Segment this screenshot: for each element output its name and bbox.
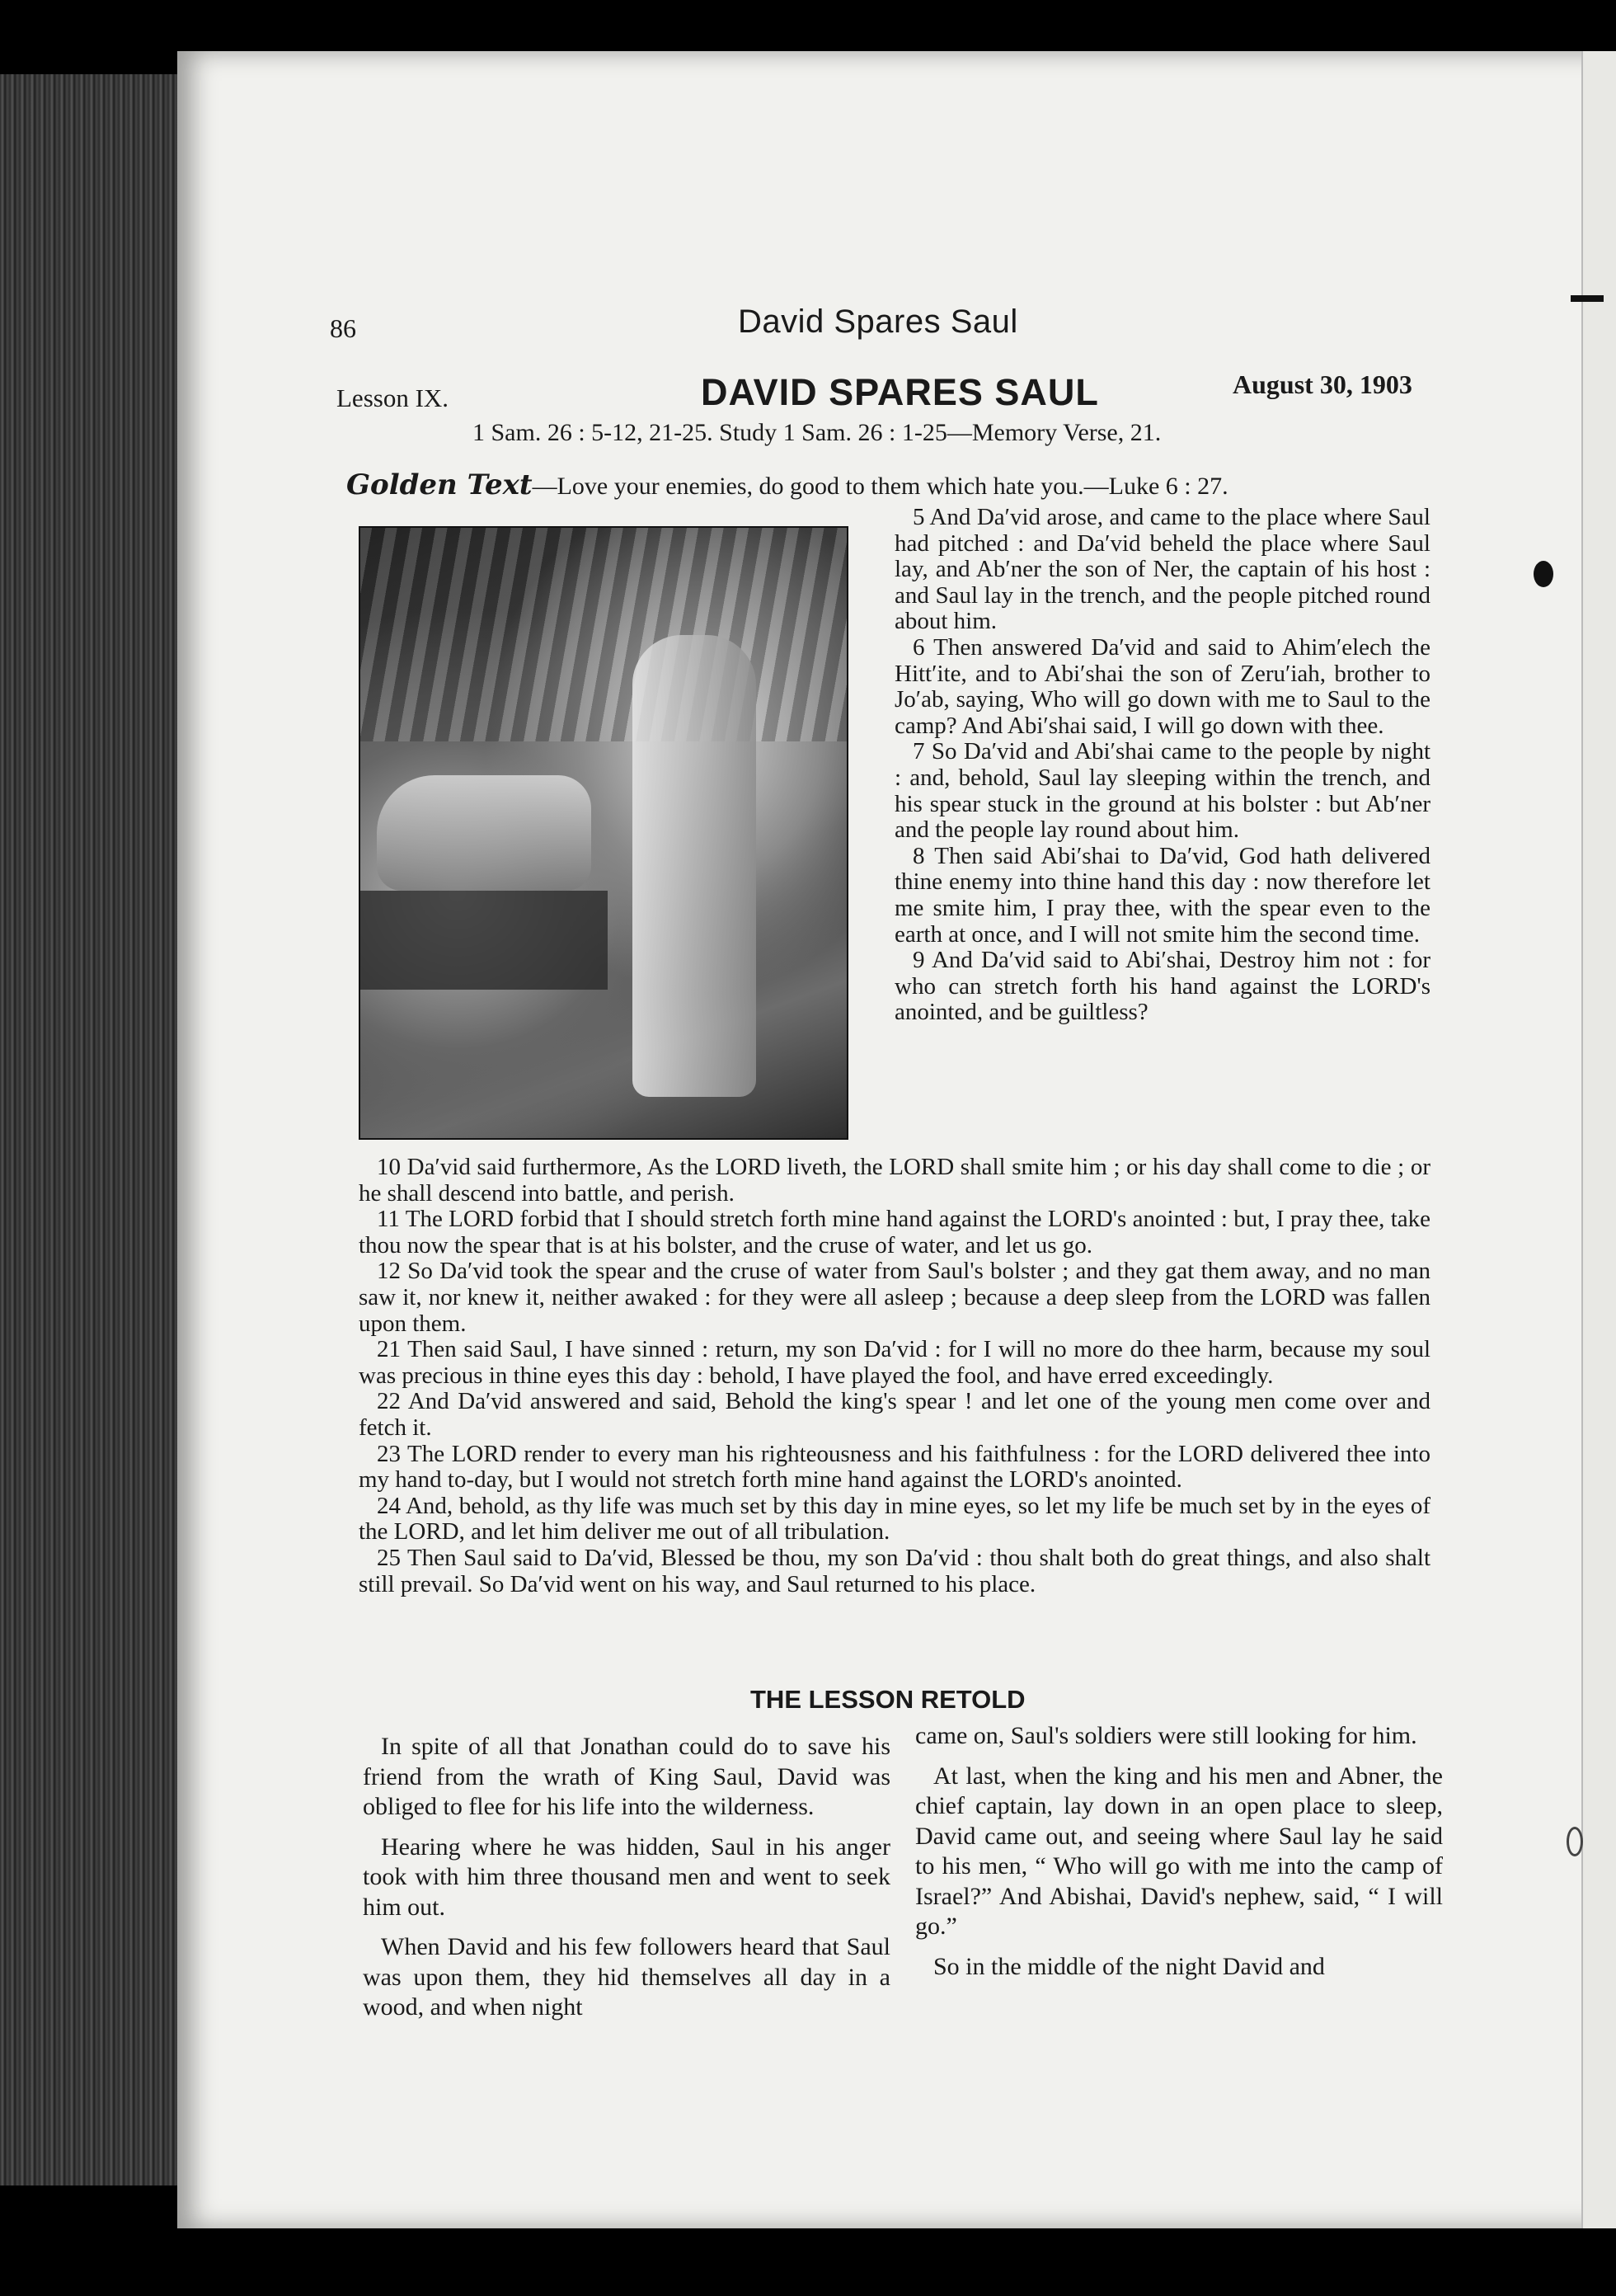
paragraph: So in the middle of the night David and	[933, 1952, 1325, 1980]
verse: 7 So Da′vid and Abi′shai came to the people by night : and, behold, Saul lay sleeping within the trench, and his spear stuck in the ground at his bolster : but Ab′ner and the people lay round about him.	[895, 738, 1430, 844]
verse: 5 And Da′vid arose, and came to the place where Saul had pitched : and Da′vid beheld the place where Saul lay, and Ab′ner the son of Ner, the captain of his host : and Saul lay in the trench, and the people pitched round about him.	[895, 504, 1430, 635]
book-page-edges	[0, 74, 190, 2185]
lesson-date: August 30, 1903	[1233, 369, 1412, 399]
illustration-bed	[360, 891, 608, 990]
running-title: David Spares Saul	[738, 303, 1018, 340]
verses-full-width	[359, 1155, 1430, 1597]
verse: 23 The LORD render to every man his righteousness and his faithfulness : for the LORD delivered thee into my hand to-day, but I would not stretch forth mine hand against the LORD's anointed.	[359, 1440, 1430, 1494]
verse: 6 Then answered Da′vid and said to Ahim′elech the Hitt′ite, and to Abi′shai the son of Zeru′iah, brother to Jo′ab, saying, Who will go down with me to Saul to the camp? And Abi′shai said, I will go down with thee.	[895, 633, 1430, 739]
retold-left-column	[363, 1732, 890, 2033]
verse: 24 And, behold, as thy life was much set by this day in mine eyes, so let my life be much set by in the eyes of the LORD, and let him deliver me out of all tribulation.	[359, 1492, 1430, 1546]
margin-blot	[1534, 561, 1553, 587]
illustration-standing-figure	[632, 635, 756, 1097]
paragraph: In spite of all that Jonathan could do to save his friend from the wrath of King Saul, David was obliged to flee for his life into the wilderness.	[363, 1733, 890, 1820]
illustration-drapery	[360, 528, 847, 741]
illustration-sleeping-figure	[377, 775, 591, 891]
verse: 11 The LORD forbid that I should stretch forth mine hand against the LORD's anointed : but, I pray thee, take thou now the spear that is at his bolster, and the cruse of water, and let us go.	[359, 1206, 1430, 1259]
verse: 25 Then Saul said to Da′vid, Blessed be thou, my son Da′vid : thou shalt both do great things, and also shalt still prevail. So Da′vid went on his way, and Saul returned to his place.	[359, 1544, 1430, 1597]
paragraph: At last, when the king and his men and Abner, the chief captain, lay down in an open place to sleep, David came out, and seeing where Saul lay he said to his men, “ Who will go with me into the camp of Israel?” And Abishai, David's nephew, said, “ I will go.”	[915, 1762, 1443, 1940]
verse: 9 And Da′vid said to Abi′shai, Destroy him not : for who can stretch forth his hand against the LORD's anointed, and be guiltless?	[895, 947, 1430, 1026]
golden-text	[346, 468, 1228, 501]
verses-side-column	[895, 505, 1430, 1026]
verse: 12 So Da′vid took the spear and the cruse of water from Saul's bolster ; and they gat them away, and no man saw it, nor knew it, neither awaked : for they were all asleep ; because a deep sleep from the LORD was fallen upon them.	[359, 1258, 1430, 1337]
paragraph: When David and his few followers heard that Saul was upon them, they hid themselves all day in a wood, and when night	[363, 1933, 890, 2021]
golden-text-label: Golden Text	[346, 468, 533, 501]
scripture-references: 1 Sam. 26 : 5-12, 21-25. Study 1 Sam. 26 : 1-25—Memory Verse, 21.	[472, 419, 1162, 446]
verse: 8 Then said Abi′shai to Da′vid, God hath delivered thine enemy into thine hand this day : now therefore let me smite him, I pray thee, with the spear even to the earth at once, and I will not smite him the second time.	[895, 842, 1430, 948]
illustration-david-and-saul	[359, 526, 848, 1140]
page-number: 86	[330, 313, 356, 343]
right-page-edge	[1581, 51, 1616, 2228]
margin-mark	[1567, 1827, 1583, 1856]
retold-heading: THE LESSON RETOLD	[750, 1685, 1026, 1714]
golden-text-body: —Love your enemies, do good to them which hate you.—Luke 6 : 27.	[532, 473, 1228, 500]
paragraph: came on, Saul's soldiers were still looking for him.	[915, 1722, 1417, 1749]
edge-mark	[1571, 295, 1604, 302]
paragraph: Hearing where he was hidden, Saul in his anger took with him three thousand men and went to seek him out.	[363, 1833, 890, 1921]
verse: 22 And Da′vid answered and said, Behold the king's spear ! and let one of the young men come over and fetch it.	[359, 1388, 1430, 1441]
lesson-title: DAVID SPARES SAUL	[701, 371, 1099, 413]
lesson-number: Lesson IX.	[336, 383, 449, 412]
retold-right-column	[915, 1721, 1443, 1992]
verse: 10 Da′vid said furthermore, As the LORD liveth, the LORD shall smite him ; or his day shall come to die ; or he shall descend into battle, and perish.	[359, 1154, 1430, 1207]
verse: 21 Then said Saul, I have sinned : return, my son Da′vid : for I will no more do thee harm, because my soul was precious in thine eyes this day : behold, I have played the fool, and have erred exceedingly.	[359, 1336, 1430, 1389]
